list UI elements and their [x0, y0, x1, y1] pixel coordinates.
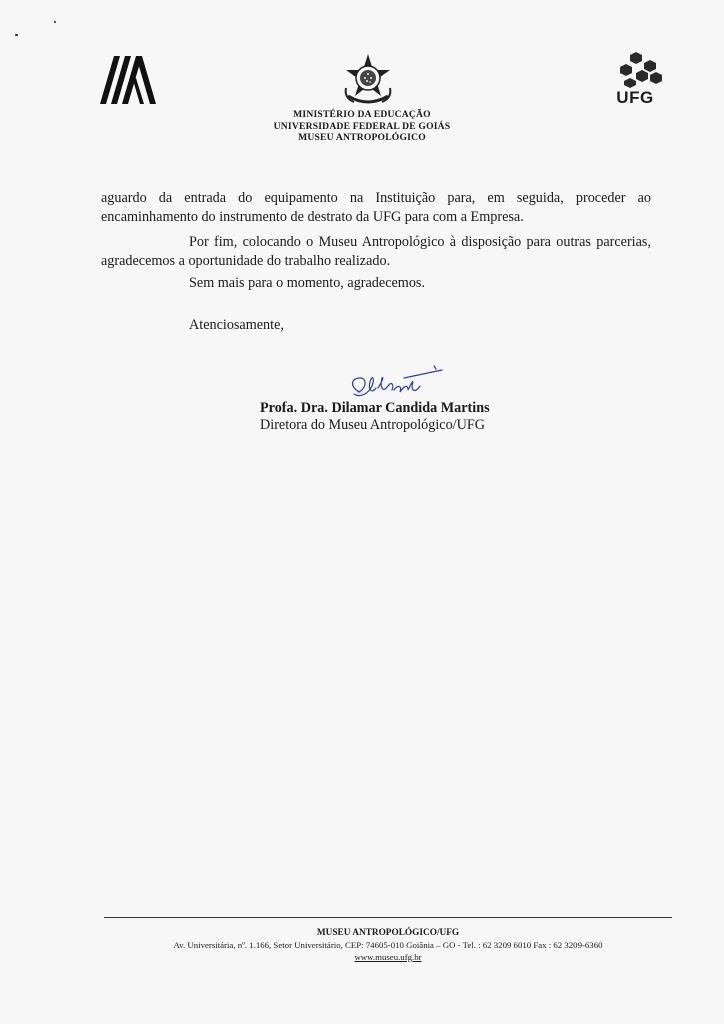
signatory-name: Profa. Dra. Dilamar Candida Martins [260, 400, 490, 416]
institution-line: UNIVERSIDADE FEDERAL DE GOIÁS [273, 120, 451, 132]
footer-website-link[interactable]: www.museu.ufg.br [354, 952, 422, 962]
brazil-coat-of-arms-icon [340, 52, 396, 108]
ufg-logo-text: UFG [616, 88, 654, 107]
body-paragraph-1: aguardo da entrada do equipamento na Instituição para, em seguida, proceder ao encaminhamento do instrumento de destrato da UFG para com a Empresa. [101, 190, 651, 225]
closing-text: Atenciosamente, [189, 317, 284, 333]
scan-speck [54, 21, 56, 23]
institution-line: MUSEU ANTROPOLÓGICO [298, 132, 426, 143]
footer-title: MUSEU ANTROPOLÓGICO/UFG [316, 928, 460, 938]
body-paragraph-3: Sem mais para o momento, agradecemos. [189, 275, 425, 291]
footer-website-row [104, 952, 672, 962]
footer-address: Av. Universitária, nº. 1.166, Setor Universitário, CEP: 74605-010 Goiânia – GO - Tel. : 62 3209 6010 Fax : 62 3209-6360 [173, 940, 603, 950]
scan-speck [15, 34, 18, 36]
museum-logo-icon [100, 56, 156, 104]
body-paragraph-2: Por fim, colocando o Museu Antropológico à disposição para outras parcerias, agradecemos a oportunidade do trabalho realizado. [101, 234, 651, 269]
signatory-role: Diretora do Museu Antropológico/UFG [260, 417, 486, 433]
institution-line: MINISTÉRIO DA EDUCAÇÃO [293, 109, 431, 120]
footer-divider [104, 917, 672, 918]
institution-header [200, 109, 524, 144]
